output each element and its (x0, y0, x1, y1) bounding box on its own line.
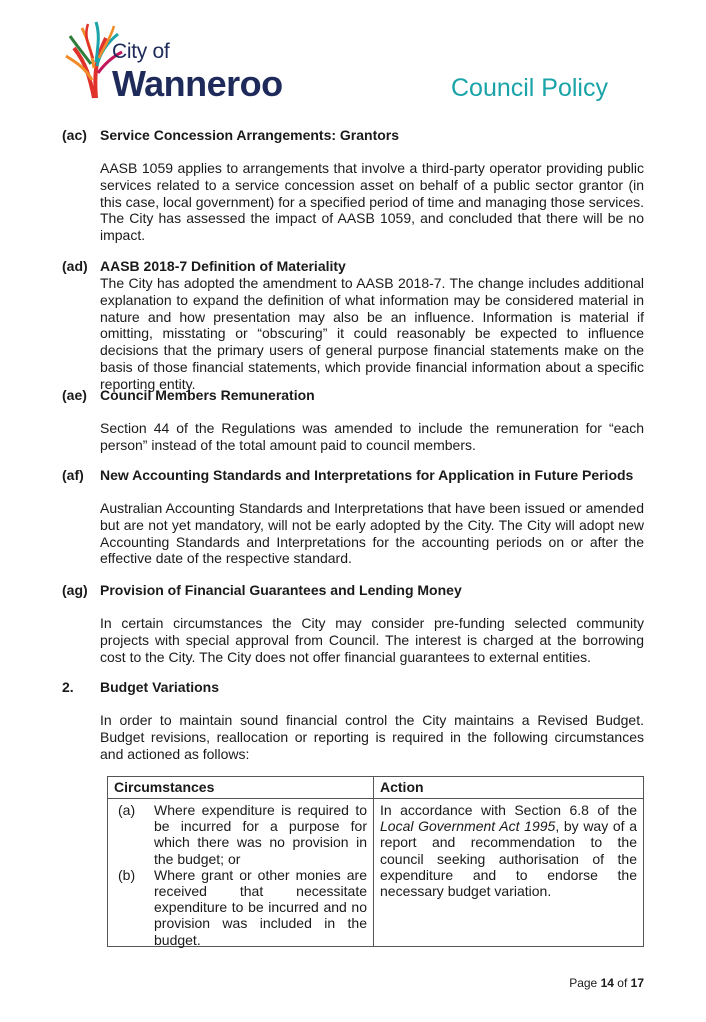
page-number (569, 976, 644, 990)
item-label: (a) (118, 802, 136, 818)
table-row (108, 799, 643, 946)
section-ag (62, 582, 644, 665)
table-header-action: Action (380, 779, 424, 795)
circumstances-cell (108, 799, 374, 946)
section-title: Budget Variations (100, 679, 220, 695)
section-ad (62, 258, 644, 393)
section-ac (62, 127, 644, 244)
act-name: Local Government Act 1995 (380, 818, 556, 835)
section-body: Australian Accounting Standards and Interpretations that have been issued or amended but are not yet mandatory, will not be early adopted by the City. The City will adopt new Accounting Standards and Interpretations for the accounting periods on or after the effective date of the respective standard. (100, 500, 644, 567)
section-title: New Accounting Standards and Interpretations for Application in Future Periods (100, 467, 634, 483)
section-label: (ad) (62, 258, 88, 274)
action-text-post: , by way of a report and recommendation to the council seeking authorisation of the expenditure and to endorse the necessary budget variation. (380, 818, 637, 900)
action-cell (374, 799, 643, 946)
section-label: (ac) (62, 127, 87, 143)
of-word: of (617, 976, 628, 990)
budget-variation-table (107, 776, 644, 947)
section-body: In order to maintain sound financial control the City maintains a Revised Budget. Budget revisions, reallocation or reporting is required in the following circumstances and actioned as follows: (100, 712, 644, 762)
action-text-pre: In accordance with Section 6.8 of the (380, 802, 637, 818)
page-title: Council Policy (450, 74, 608, 102)
section-body: The City has adopted the amendment to AASB 2018-7. The change includes additional explanation to expand the definition of what information may be considered material in nature and how presentation may also be an influence. Information is material if omitting, misstating or “obscuring” it could reasonably be expected to influence decisions that the primary users of general purpose financial statements make on the basis of those financial statements, which provide financial information about a specific reporting entity. (100, 275, 644, 392)
section-body: In certain circumstances the City may consider pre-funding selected community projects with special approval from Council. The interest is charged at the borrowing cost to the City. The City does not offer financial guarantees to external entities. (100, 615, 644, 665)
section-title: Council Members Remuneration (100, 387, 315, 403)
section-label: (ag) (62, 582, 88, 598)
page-current: 14 (600, 976, 614, 990)
section-budget-variations (62, 679, 644, 762)
section-label: (ae) (62, 387, 87, 403)
section-title: Service Concession Arrangements: Grantors (100, 127, 400, 143)
item-text: Where expenditure is required to be incurred for a purpose for which there was no provision in the budget; or (154, 802, 367, 867)
section-label: 2. (62, 679, 74, 695)
logo-wanneroo: Wanneroo (112, 63, 283, 104)
section-label: (af) (62, 467, 84, 483)
item-label: (b) (118, 866, 136, 883)
table-header-row (108, 777, 643, 799)
list-item (114, 802, 367, 867)
section-body: AASB 1059 applies to arrangements that involve a third-party operator providing public services related to a service concession asset on behalf of a public sector grantor (in this case, local government) for a specified period of time and managing those services. The City has assessed the impact of AASB 1059, and concluded that there will be no impact. (100, 160, 644, 244)
section-body: Section 44 of the Regulations was amended to include the remuneration for “each person” instead of the total amount paid to council members. (100, 420, 644, 453)
section-ae (62, 387, 644, 454)
item-text: Where grant or other monies are received that necessitate expenditure to be incurred and no provision was included in the budget. (154, 866, 367, 948)
city-logo (64, 18, 294, 104)
section-af (62, 467, 644, 567)
list-item (114, 867, 367, 948)
section-title: AASB 2018-7 Definition of Materiality (100, 258, 346, 274)
page-total: 17 (630, 976, 644, 990)
section-title: Provision of Financial Guarantees and Lending Money (100, 582, 462, 598)
table-header-circumstances: Circumstances (108, 777, 374, 798)
page-word: Page (569, 976, 598, 990)
logo-city-of: City of (112, 40, 170, 63)
